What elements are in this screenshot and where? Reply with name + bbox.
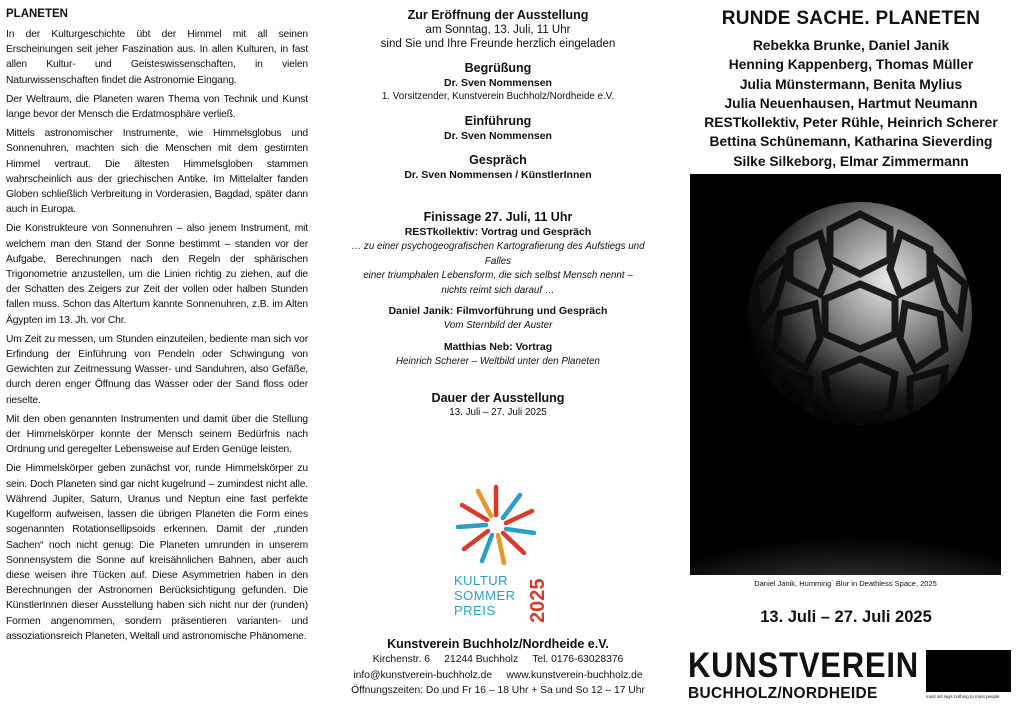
intro-text-column <box>6 8 308 702</box>
kunstverein-subtitle: BUCHHOLZ/NORDHEIDE <box>688 685 878 702</box>
greeting-heading: Begrüßung <box>464 61 532 75</box>
sunburst-icon <box>450 473 550 643</box>
photo-caption: Daniel Janik, Humming´ Blur in Deathless Space, 2025 <box>754 579 937 588</box>
finissage-item-text: Heinrich Scherer – Weltbild unter den Planeten <box>395 355 601 367</box>
logo-slogan: most art says nothing to most people <box>926 694 1000 699</box>
artist-list <box>686 36 1016 171</box>
artist-line: Julia Münstermann, Benita Mylius <box>739 76 963 92</box>
duration-heading: Dauer der Ausstellung <box>431 391 565 405</box>
finissage-item-title: Daniel Janik: Filmvorführung und Gespräch <box>388 305 608 317</box>
address-line <box>340 652 656 668</box>
artist-line: Rebekka Brunke, Daniel Janik <box>752 38 950 53</box>
opening-hours: Öffnungszeiten: Do und Fr 16 – 18 Uhr + Sa und So 12 – 17 Uhr <box>351 685 645 696</box>
contact-line <box>340 668 656 684</box>
paragraph: Die Himmelskörper geben zunächst vor, runde Himmelskörper zu sein. Doch Planeten sind gar nicht kugelrund – zumindest nicht alle. Während Jupiter, Saturn, Uranus und Neptun eine fast perfekte Kugelform aufweisen, lassen die übrigen Planeten die Form eines sogenannten Rotationsellipsoids erkennen. Damit der „runden Sachen“ noch nicht genug: Die Planeten umrunden in unserem Sonnensystem die Sonne auf kreisähnlichen Bahnen, aber auch diese weisen ihre Tücken auf. Diese Asymmetrien haben in den Berechnungen der Astronomen Berücksichtigung gefunden. Die KünstlerInnen dieser Ausstellung haben sich nicht nur der (runden) Formen angenommen, sondern präsentieren varianten- und assoziationsreich Planeten, Weltall und astronomische Phänomene. <box>6 463 308 642</box>
intro-heading: Einführung <box>464 114 532 128</box>
paragraph: Mit den oben genannten Instrumenten und damit über die Stellung der Himmelskörper konnte der Mensch seinem Bedürfnis nach Ordnung und geregelter Lebensweise auf Erden Genüge leisten. <box>6 413 308 456</box>
finissage-heading: Finissage 27. Juli, 11 Uhr <box>423 210 573 224</box>
opening-date: am Sonntag, 13. Juli, 11 Uhr <box>425 24 571 36</box>
exhibition-title: RUNDE SACHE. PLANETEN <box>721 8 981 29</box>
website-link[interactable]: www.kunstverein-buchholz.de <box>506 669 643 681</box>
section-heading-planeten: PLANETEN <box>6 8 68 20</box>
paragraph: In der Kulturgeschichte übt der Himmel mit all seinen Erscheinungen seit jeher Faszination aus. In allen Kulturen, in fast allen Kultur- und Geisteswissenschaften, in vielen Naturwissenschaften findet die Astronomie Eingang. <box>6 29 308 86</box>
greeting-role: 1. Vorsitzender, Kunstverein Buchholz/Nordheide e.V. <box>381 91 615 102</box>
finissage-item-text: … zu einer psychogeografischen Kartografierung des Aufstiegs und Falles <box>351 241 645 267</box>
finissage-item-title: RESTkollektiv: Vortrag und Gespräch <box>404 226 592 238</box>
club-name: Kunstverein Buchholz/Nordheide e.V. <box>387 637 609 651</box>
city: 21244 Buchholz <box>444 654 519 665</box>
street: Kirchenstr. 6 <box>372 654 430 665</box>
paragraph: Um Zeit zu messen, um Stunden einzuteilen, bediente man sich vor Erfindung der Einführung von Pendeln oder Schwingung von Gewichten zur Zeitmessung Wasser- und Sanduhren, also Gefäße, durch deren enger Öffnung das Wasser oder der Sand floss oder rieselte. <box>6 333 308 406</box>
logo-text: KULTUR <box>454 573 509 588</box>
opening-title: Zur Eröffnung der Ausstellung <box>407 8 589 22</box>
duration-dates: 13. Juli – 27. Juli 2025 <box>449 407 547 418</box>
intro-name: Dr. Sven Nommensen <box>444 130 552 142</box>
logo-text: SOMMER <box>454 588 516 603</box>
artist-line: Bettina Schünemann, Katharina Sieverding <box>709 134 993 150</box>
finissage-item-text: nichts reimt sich darauf … <box>441 284 555 296</box>
paragraph: Mittels astronomischer Instrumente, wie Himmelsglobus und Sonnenuhren, machten sich die Menschen mit dem gestirnten Himmel vertraut. Die ältesten Himmelsgloben stammen wahrscheinlich aus der griechischen Antike. Im Mittelalter fanden Globen schließlich Verbreitung in Vorderasien, Bagdad, später dann auch in Europa. <box>6 128 308 216</box>
cover-column <box>686 6 1016 702</box>
sphere-artwork-image <box>690 174 1001 575</box>
program-column <box>340 8 656 702</box>
finissage-item-title: Matthias Neb: Vortrag <box>443 340 553 353</box>
logo-black-box <box>926 650 1011 692</box>
talk-heading: Gespräch <box>469 153 527 167</box>
artist-line: RESTkollektiv, Peter Rühle, Heinrich Scherer <box>704 115 998 131</box>
kunstverein-logo-text: KUNSTVEREIN <box>688 644 919 685</box>
email-link[interactable]: info@kunstverein-buchholz.de <box>353 669 493 681</box>
logo-year: 2025 <box>527 578 549 623</box>
opening-invite: sind Sie und Ihre Freunde herzlich eingeladen <box>380 38 616 50</box>
artwork-photo <box>690 174 1001 575</box>
greeting-name: Dr. Sven Nommensen <box>444 77 552 89</box>
paragraph: Die Konstrukteure von Sonnenuhren – also jenem Instrument, mit welchem man den Stand der Sonne bestimmt – standen vor der Aufgabe, Berechnungen nach den Regeln der sphärischen Trigonometrie anzustellen, um die Linien richtig zu ziehen, auf die der Schatten des Zeigers zur Zeit der vollen oder halben Stunden fallen muss. Schon das Altertum kannte Sonnenuhren, z.B. im Alten Ägypten im 13. Jh. vor Chr. <box>6 223 308 326</box>
artist-line: Henning Kappenberg, Thomas Müller <box>728 57 974 73</box>
talk-name: Dr. Sven Nommensen / KünstlerInnen <box>404 169 592 181</box>
finissage-item-text: einer triumphalen Lebensform, die sich selbst Mensch nennt – <box>363 270 633 281</box>
phone: Tel. 0176-63028376 <box>532 654 624 665</box>
artist-line: Julia Neuenhausen, Hartmut Neumann <box>724 95 978 111</box>
finissage-item-text: Vom Sternbild der Auster <box>443 320 553 331</box>
kultursommerpreis-logo <box>450 473 550 643</box>
artist-line: Silke Silkeborg, Elmar Zimmermann <box>733 153 969 169</box>
exhibition-dates: 13. Juli – 27. Juli 2025 <box>760 608 932 626</box>
logo-text: PREIS <box>454 603 496 618</box>
paragraph: Der Weltraum, die Planeten waren Thema von Technik und Kunst lange bevor der Mensch die Erdatmosphäre verließ. <box>6 93 308 121</box>
